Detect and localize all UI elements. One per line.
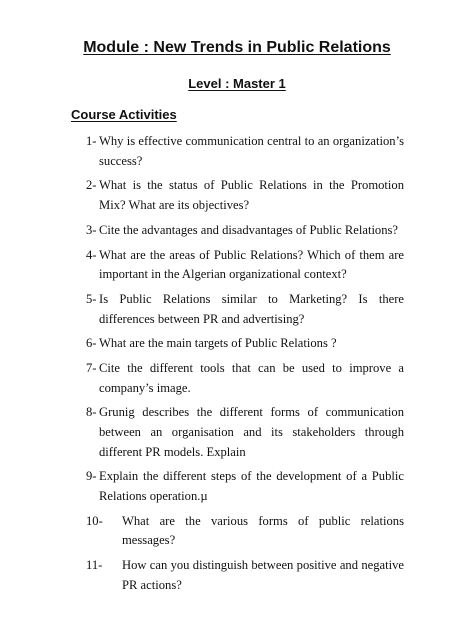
item-text: Cite the advantages and disadvantages of Public Relations?	[99, 222, 399, 237]
item-number: 8-	[86, 405, 97, 420]
page-title-text: Module : New Trends in Public Relations	[83, 39, 391, 56]
list-item	[86, 132, 404, 171]
item-number: 1-	[86, 134, 97, 148]
page-title	[0, 38, 474, 58]
list-item	[86, 467, 404, 506]
section-heading	[71, 106, 177, 124]
item-number: 5-	[86, 291, 97, 306]
list-item	[86, 246, 404, 285]
item-text: What is the status of Public Relations in the Promotion Mix? What are its objectives?	[99, 178, 404, 212]
item-number: 2-	[86, 178, 97, 193]
item-number: 7-	[86, 361, 97, 376]
item-text: Grunig describes the different forms of communication between an organisation and its stakeholders through different PR models. Explain	[99, 405, 404, 459]
list-item	[86, 334, 404, 354]
item-number: 3-	[86, 222, 97, 237]
list-item	[86, 221, 404, 241]
item-number: 9-	[86, 469, 97, 484]
item-text: Cite the different tools that can be used to improve a company’s image.	[99, 361, 404, 395]
item-number: 6-	[86, 336, 97, 351]
level-heading	[0, 75, 474, 93]
activities-list	[86, 132, 404, 601]
item-text: Why is effective communication central to an organization’s success?	[99, 134, 404, 168]
list-item	[86, 403, 404, 462]
item-number: 11-	[86, 558, 103, 573]
section-heading-text: Course Activities	[71, 107, 177, 122]
item-text: What are the various forms of public relations messages?	[122, 513, 404, 548]
list-item	[86, 359, 404, 398]
item-text: Explain the different steps of the development of a Public Relations operation.µ	[99, 469, 404, 503]
item-text: Is Public Relations similar to Marketing? Is there differences between PR and advertising?	[99, 291, 404, 326]
level-heading-text: Level : Master 1	[188, 76, 286, 91]
list-item	[86, 176, 404, 215]
item-number: 10-	[86, 513, 103, 528]
list-item	[86, 556, 404, 595]
item-text: What are the main targets of Public Relations ?	[99, 336, 337, 351]
list-item	[86, 512, 404, 551]
item-text: How can you distinguish between positive and negative PR actions?	[122, 558, 404, 592]
item-number: 4-	[86, 247, 97, 262]
item-text: What are the areas of Public Relations? Which of them are important in the Algerian organizational context?	[99, 247, 404, 282]
list-item	[86, 290, 404, 329]
